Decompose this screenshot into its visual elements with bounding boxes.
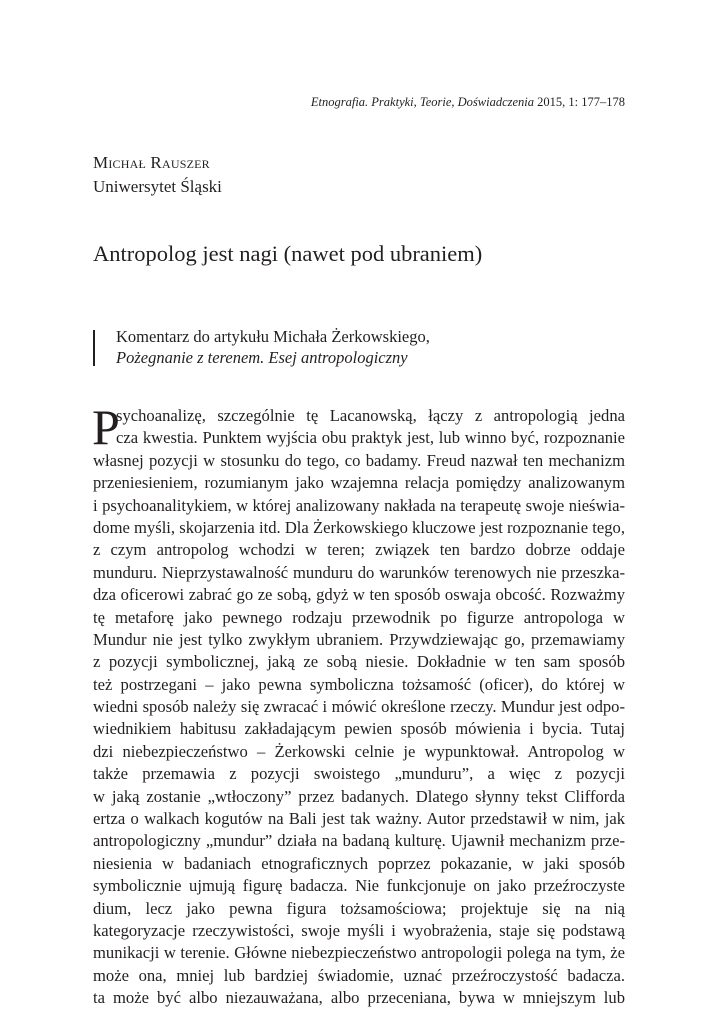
body-line: dium, lecz jako pewna figura tożsamościowa; projektuje się na nią <box>93 898 625 918</box>
body-line: kategoryzacje rzeczywistości, swoje myśli i wyobrażenia, staje się podstawą <box>93 920 625 940</box>
body-text <box>92 399 625 1010</box>
body-line: w jaką zostanie „wtłoczony” przez badanych. Dlatego słynny tekst Clifforda <box>93 786 625 806</box>
body-line: wiedni sposób należy się zwracać i mówić określone rzeczy. Mundur jest odpo- <box>93 697 625 717</box>
commentary-line-1: Komentarz do artykułu Michała Żerkowskiego, <box>116 327 430 346</box>
body-line: ertza o walkach kogutów na Bali jest tak ważny. Autor przedstawił w nim, jak <box>93 809 625 829</box>
body-line: może ona, mniej lub bardziej świadomie, uznać przeźroczystość badacza. <box>93 965 625 985</box>
body-line: sychoanalizę, szczególnie tę Lacanowską, łączy z antropologią jedna <box>116 406 625 425</box>
body-line: tę metaforę jako pewnego rodzaju przewodnik po figurze antropologa w <box>93 607 625 627</box>
body-line: cza kwestia. Punktem wyjścia obu praktyk jest, lub winno być, rozpoznanie <box>116 428 625 448</box>
commentary-bar <box>93 330 95 366</box>
body-line: także przemawia z pozycji swoistego „munduru”, a więc z pozycji <box>93 764 625 784</box>
commentary-text <box>116 326 430 368</box>
author-block <box>93 152 222 198</box>
body-line: i psychoanalitykiem, w której analizowany nakłada na terapeutę swoje nieświa- <box>93 495 625 515</box>
body-line: dza oficerowi zabrać go ze sobą, gdyż w ten sposób oswaja obcość. Rozważmy <box>93 585 625 605</box>
journal-name: Etnografia. Praktyki, Teorie, Doświadczenia <box>310 95 535 109</box>
body-line: munikacji w terenie. Główne niebezpieczeństwo antropologii polega na tym, że <box>93 943 625 963</box>
body-line: z pozycji symbolicznej, jaką ze sobą niesie. Dokładnie w ten sam sposób <box>93 652 625 672</box>
author-name: Michał Rauszer <box>93 153 210 172</box>
running-header <box>311 94 625 110</box>
author-affiliation: Uniwersytet Śląski <box>93 177 222 196</box>
body-line: wiednikiem habitusu zakładającym pewien sposób mówienia i bycia. Tutaj <box>93 719 625 739</box>
body-line: antropologiczny „mundur” działa na badaną kulturę. Ujawnił mechanizm prze- <box>93 831 625 851</box>
commentary-line-2: Pożegnanie z terenem. Esej antropologiczny <box>116 348 408 367</box>
body-line: ta może być albo niezauważana, albo przeceniana, bywa w mniejszym lub <box>93 988 625 1008</box>
body-line: dome myśli, skojarzenia itd. Dla Żerkowskiego kluczowe jest rozpoznanie tego, <box>93 517 625 537</box>
article-title: Antropolog jest nagi (nawet pod ubraniem) <box>93 241 483 266</box>
body-line: Mundur nie jest tylko zwykłym ubraniem. Przywdziewając go, przemawiamy <box>93 629 625 649</box>
drop-cap: P <box>92 399 120 455</box>
body-line: munduru. Nieprzystawalność munduru do warunków terenowych nie przeszka- <box>93 562 625 582</box>
body-line: własnej pozycji w stosunku do tego, co badamy. Freud nazwał ten mechanizm <box>93 450 625 470</box>
body-line: też postrzegani – jako pewna symboliczna tożsamość (oficer), do której w <box>93 674 625 694</box>
citation: 2015, 1: 177–178 <box>534 95 625 109</box>
body-line: przeniesieniem, rozumianym jako wzajemna relacja pomiędzy analizowanym <box>93 473 625 493</box>
body-line: z czym antropolog wchodzi w teren; związek ten bardzo dobrze oddaje <box>93 540 625 560</box>
body-line: niesienia w badaniach etnograficznych poprzez pokazanie, w jaki sposób <box>93 853 625 873</box>
body-line: dzi niebezpieczeństwo – Żerkowski celnie je wypunktował. Antropolog w <box>93 741 625 761</box>
body-line: symbolicznie ujmują figurę badacza. Nie funkcjonuje on jako przeźroczyste <box>93 876 625 896</box>
